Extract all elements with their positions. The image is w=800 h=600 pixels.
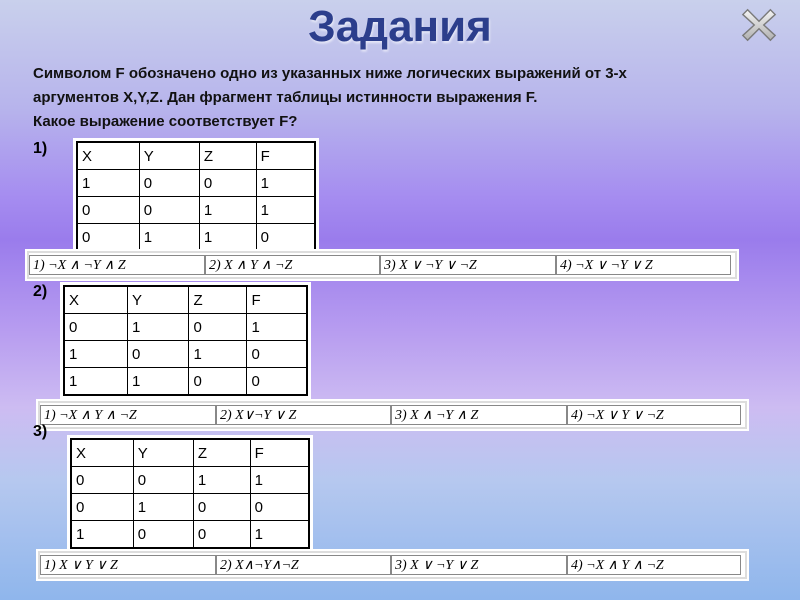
question-line-3: Какое выражение соответствует F? — [33, 113, 298, 130]
table-cell: 0 — [77, 224, 139, 252]
header-cell: F — [247, 286, 307, 314]
answer-option[interactable]: 2) X∧¬Y∧¬Z — [216, 555, 391, 575]
answer-option[interactable]: 1) ¬X ∧ ¬Y ∧ Z — [29, 255, 205, 275]
table-cell: 1 — [139, 224, 199, 252]
answer-options-2 — [38, 401, 747, 429]
answer-option[interactable]: 2) X ∧ Y ∧ ¬Z — [205, 255, 380, 275]
answer-option[interactable]: 1) X ∨ Y ∨ Z — [40, 555, 216, 575]
header-cell: Y — [139, 142, 199, 170]
table-cell: 1 — [250, 521, 309, 549]
table-cell: 0 — [127, 341, 188, 368]
table-cell: 0 — [247, 368, 307, 396]
table-row — [71, 467, 309, 494]
table-row — [64, 341, 307, 368]
header-cell: F — [256, 142, 315, 170]
answer-option[interactable]: 3) X ∨ ¬Y ∨ ¬Z — [380, 255, 556, 275]
table-cell: 0 — [133, 467, 193, 494]
table-cell: 0 — [193, 494, 250, 521]
table-cell: 1 — [127, 368, 188, 396]
answer-option[interactable]: 4) ¬X ∨ Y ∨ ¬Z — [567, 405, 741, 425]
table-cell: 0 — [189, 368, 247, 396]
table-row — [71, 521, 309, 549]
question-text — [33, 62, 773, 134]
task-1-number: 1) — [33, 140, 48, 157]
table-cell: 0 — [64, 314, 127, 341]
table-cell: 0 — [193, 521, 250, 549]
table-cell: 1 — [77, 170, 139, 197]
table-cell: 1 — [256, 170, 315, 197]
answer-option[interactable]: 3) X ∨ ¬Y ∨ Z — [391, 555, 567, 575]
answer-option[interactable]: 2) X∨¬Y ∨ Z — [216, 405, 391, 425]
table-cell: 0 — [139, 170, 199, 197]
header-cell: X — [71, 439, 133, 467]
table-cell: 0 — [256, 224, 315, 252]
table-cell: 1 — [199, 224, 256, 252]
table-cell: 0 — [71, 467, 133, 494]
table-cell: 1 — [250, 467, 309, 494]
table-cell: 0 — [189, 314, 247, 341]
table-cell: 1 — [127, 314, 188, 341]
close-icon[interactable] — [740, 6, 778, 44]
question-line-1: Символом F обозначено одно из указанных ниже логических выражений от 3-х — [33, 65, 627, 82]
table-cell: 0 — [199, 170, 256, 197]
table-cell: 1 — [64, 341, 127, 368]
table-cell: 1 — [193, 467, 250, 494]
table-header-row — [71, 439, 309, 467]
table-row — [77, 224, 315, 252]
table-cell: 1 — [133, 494, 193, 521]
table-cell: 1 — [64, 368, 127, 396]
table-cell: 0 — [139, 197, 199, 224]
table-cell: 1 — [71, 521, 133, 549]
task-3-number: 3) — [33, 423, 48, 440]
task-2-number: 2) — [33, 283, 48, 300]
table-cell: 0 — [77, 197, 139, 224]
table-cell: 0 — [133, 521, 193, 549]
table-cell: 1 — [199, 197, 256, 224]
header-cell: X — [64, 286, 127, 314]
header-cell: Z — [193, 439, 250, 467]
table-cell: 1 — [189, 341, 247, 368]
table-header-row — [77, 142, 315, 170]
table-row — [64, 368, 307, 396]
table-cell: 1 — [247, 314, 307, 341]
table-cell: 1 — [256, 197, 315, 224]
table-cell: 0 — [247, 341, 307, 368]
answer-option[interactable]: 4) ¬X ∧ Y ∧ ¬Z — [567, 555, 741, 575]
truth-table-2 — [63, 285, 308, 396]
table-header-row — [64, 286, 307, 314]
table-cell: 0 — [250, 494, 309, 521]
answer-options-3 — [38, 551, 747, 579]
header-cell: F — [250, 439, 309, 467]
answer-option[interactable]: 1) ¬X ∧ Y ∧ ¬Z — [40, 405, 216, 425]
table-row — [77, 197, 315, 224]
answer-options-1 — [27, 251, 737, 279]
answer-option[interactable]: 4) ¬X ∨ ¬Y ∨ Z — [556, 255, 731, 275]
header-cell: Y — [127, 286, 188, 314]
table-cell: 0 — [71, 494, 133, 521]
question-line-2: аргументов X,Y,Z. Дан фрагмент таблицы истинности выражения F. — [33, 89, 538, 106]
header-cell: Z — [189, 286, 247, 314]
truth-table-1 — [76, 141, 316, 252]
header-cell: Z — [199, 142, 256, 170]
table-row — [77, 170, 315, 197]
header-cell: Y — [133, 439, 193, 467]
table-row — [71, 494, 309, 521]
header-cell: X — [77, 142, 139, 170]
table-row — [64, 314, 307, 341]
page-title: Задания — [308, 2, 492, 51]
truth-table-3 — [70, 438, 310, 549]
answer-option[interactable]: 3) X ∧ ¬Y ∧ Z — [391, 405, 567, 425]
